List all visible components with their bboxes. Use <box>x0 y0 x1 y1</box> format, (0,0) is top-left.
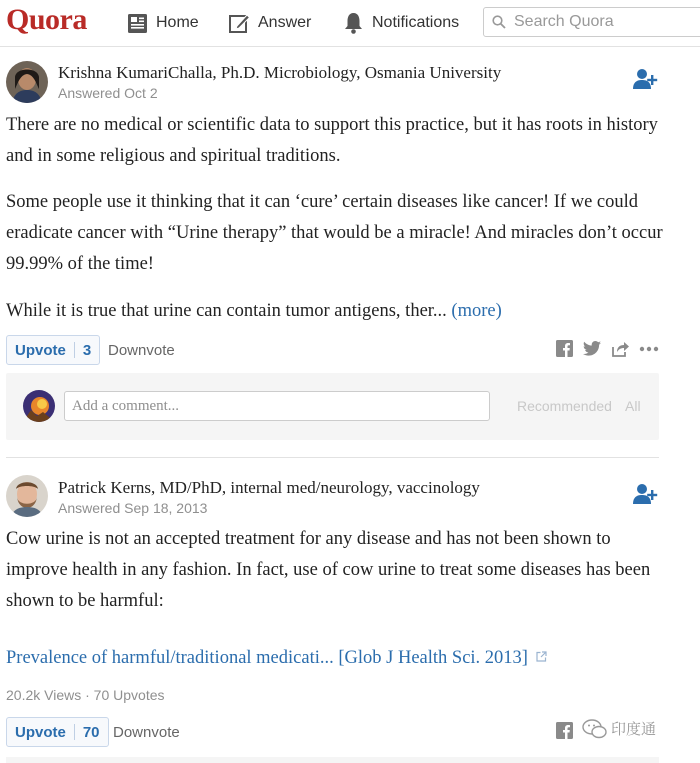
answer-paragraph: There are no medical or scientific data to support this practice, but it has roots in history and in some religious and spiritual traditions. <box>6 115 658 166</box>
answered-date[interactable]: Answered Sep 18, 2013 <box>58 500 208 516</box>
share-actions <box>546 722 573 739</box>
comment-tab-recommended[interactable]: Recommended <box>517 398 612 414</box>
answer-paragraph: Cow urine is not an accepted treatment for any disease and has not been shown to improve health in any fashion. In fact, use of cow urine to treat some diseases has been shown to be harmful: <box>6 529 651 611</box>
comment-section <box>6 373 659 440</box>
nav-home-label: Home <box>156 14 199 31</box>
facebook-icon[interactable] <box>556 722 573 739</box>
quora-logo[interactable]: Quora <box>6 3 87 36</box>
next-comment-section <box>6 757 659 763</box>
bell-icon <box>343 12 364 34</box>
pencil-icon <box>229 13 250 34</box>
reference-link[interactable] <box>6 648 547 669</box>
search-icon <box>492 15 506 29</box>
answered-date[interactable]: Answered Oct 2 <box>58 85 158 101</box>
upvote-button[interactable] <box>6 335 100 365</box>
downvote-button[interactable]: Downvote <box>113 724 180 741</box>
answer-paragraph: Some people use it thinking that it can ‘cure’ certain diseases like cancer! If we could eradicate cancer with “Urine therapy” that would be a miracle! And miracles don’t occur 99.99% of the time! <box>6 192 663 274</box>
search-box[interactable] <box>483 7 700 37</box>
watermark-text: 印度通 <box>611 721 657 738</box>
author-avatar[interactable] <box>6 61 48 103</box>
follow-user-button[interactable] <box>633 483 659 510</box>
upvote-label: Upvote <box>15 723 66 741</box>
upvote-count: 70 <box>82 723 100 741</box>
add-user-icon <box>633 483 659 505</box>
comment-tab-all[interactable]: All <box>625 398 641 414</box>
share-actions <box>546 340 659 357</box>
search-input[interactable] <box>512 12 700 32</box>
truncated-text: While it is true that urine can contain tumor antigens, ther... <box>6 301 447 321</box>
follow-user-button[interactable] <box>633 68 659 95</box>
comment-input[interactable] <box>64 391 490 421</box>
upvote-count: 3 <box>82 341 92 359</box>
facebook-icon[interactable] <box>556 340 573 357</box>
share-icon[interactable] <box>611 341 629 357</box>
add-user-icon <box>633 68 659 90</box>
upvote-button[interactable] <box>6 717 109 747</box>
wechat-icon <box>582 719 608 739</box>
answer-stats[interactable]: 20.2k Views · 70 Upvotes <box>6 687 165 703</box>
reference-link-title: Prevalence of harmful/traditional medicati... [Glob J Health Sci. 2013] <box>6 648 528 668</box>
watermark <box>582 718 656 739</box>
upvote-label: Upvote <box>15 341 66 359</box>
answer-divider <box>6 457 659 458</box>
more-options-icon[interactable] <box>639 346 659 352</box>
author-avatar[interactable] <box>6 475 48 517</box>
author-name[interactable]: Krishna KumariChalla, Ph.D. Microbiology, Osmania University <box>58 63 502 82</box>
answer-paragraph-truncated <box>6 296 666 327</box>
twitter-icon[interactable] <box>583 341 601 356</box>
external-link-icon <box>536 651 547 662</box>
top-nav-bar <box>0 0 700 47</box>
nav-answer-label: Answer <box>258 14 312 31</box>
author-name[interactable]: Patrick Kerns, MD/PhD, internal med/neurology, vaccinology <box>58 478 480 497</box>
nav-home[interactable] <box>127 10 199 36</box>
nav-notifications-label: Notifications <box>372 14 460 31</box>
home-feed-icon <box>127 13 148 34</box>
nav-answer[interactable] <box>229 10 311 36</box>
nav-notifications[interactable] <box>343 10 459 36</box>
downvote-button[interactable]: Downvote <box>108 342 175 359</box>
commenter-avatar <box>23 390 55 422</box>
more-link[interactable]: (more) <box>451 301 502 321</box>
